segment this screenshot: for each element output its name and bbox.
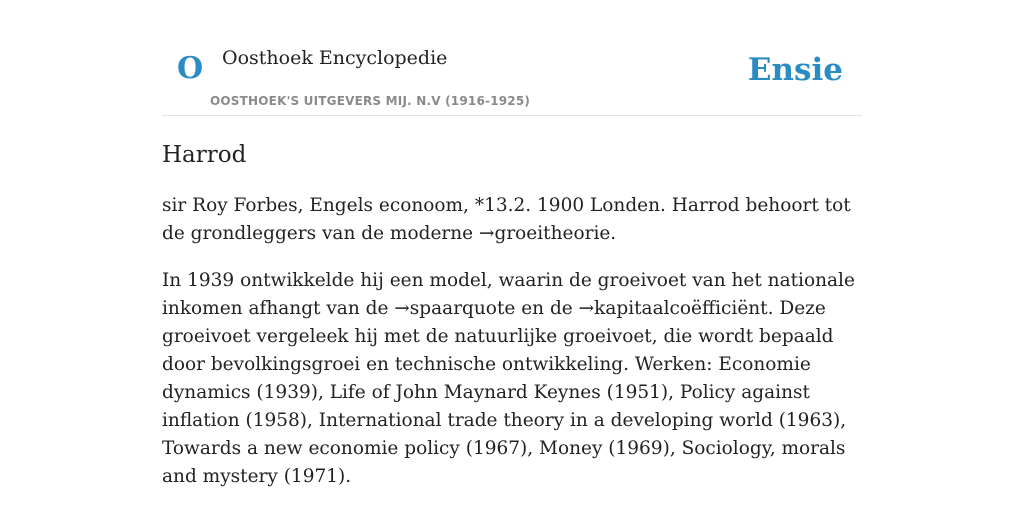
entry-title: Harrod bbox=[162, 142, 247, 168]
source-header bbox=[162, 40, 862, 116]
source-title[interactable]: Oosthoek Encyclopedie bbox=[222, 47, 448, 69]
source-logo[interactable]: O bbox=[177, 51, 204, 86]
source-subtitle: OOSTHOEK'S UITGEVERS MIJ. N.V (1916-1925) bbox=[210, 94, 531, 108]
entry-paragraph: In 1939 ontwikkelde hij een model, waarin de groeivoet van het nationale inkomen afhangt van de →spaarquote en de →kapitaalcoëfficiënt. Deze groeivoet vergeleek hij met de natuurlijke groeivoet, die wordt bepaald door bevolkingsgroei en technische ontwikkeling. Werken: Economie dynamics (1939), Life of John Maynard Keynes (1951), Policy against inflation (1958), International trade theory in a developing world (1963), Towards a new economie policy (1967), Money (1969), Sociology, morals and mystery (1971). bbox=[162, 270, 855, 487]
entry-paragraph: sir Roy Forbes, Engels econoom, *13.2. 1900 Londen. Harrod behoort tot de grondleggers van de moderne →groeitheorie. bbox=[162, 195, 851, 244]
brand-logo[interactable]: Ensie bbox=[747, 52, 843, 88]
entry-body bbox=[162, 192, 867, 510]
